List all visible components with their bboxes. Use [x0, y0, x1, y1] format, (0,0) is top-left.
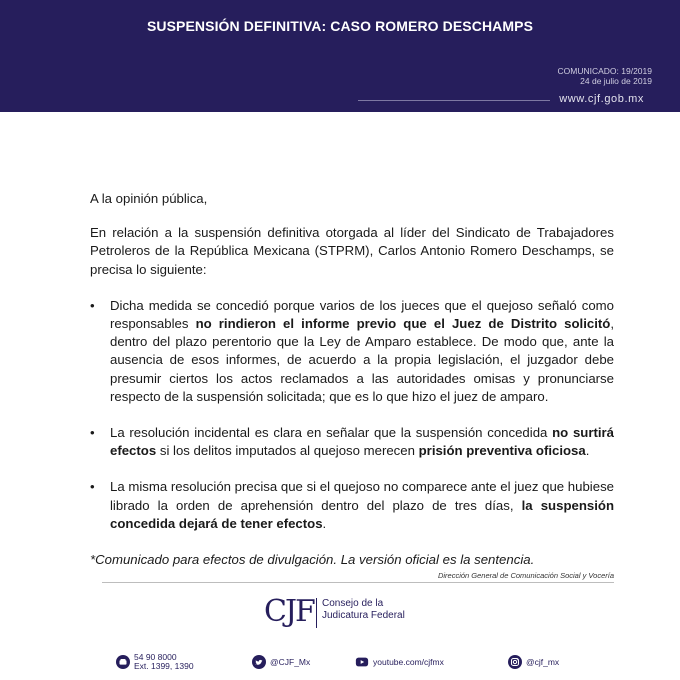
instagram-contact[interactable] — [508, 652, 559, 672]
twitter-handle[interactable]: @CJF_Mx — [270, 657, 311, 667]
footer-divider — [102, 582, 614, 583]
bullet-text: . — [585, 443, 590, 459]
website-link[interactable]: www.cjf.gob.mx — [559, 93, 644, 105]
bullet-icon: • — [90, 297, 95, 313]
instagram-icon — [508, 655, 522, 669]
youtube-icon — [355, 655, 369, 669]
communique-date: 24 de julio de 2019 — [580, 76, 652, 86]
twitter-icon — [252, 655, 266, 669]
greeting: A la opinión pública, — [90, 191, 208, 206]
logo-line: Consejo de la — [322, 598, 384, 609]
youtube-link[interactable]: youtube.com/cjfmx — [373, 657, 444, 667]
logo-line: Judicatura Federal — [322, 610, 405, 621]
instagram-handle[interactable]: @cjf_mx — [526, 657, 560, 667]
list-item — [90, 297, 614, 406]
bullet-text: La misma resolución precisa que si el quejoso no comparece ante el juez que hubiese librado la orden de aprehensión dentro del plazo de tres días, — [110, 479, 614, 513]
phone-contact — [116, 652, 194, 672]
bullet-text: si los delitos imputados al quejoso merecen — [156, 443, 419, 459]
phone-number: 54 90 8000 — [134, 652, 177, 662]
communique-meta — [558, 66, 652, 86]
communique-body — [90, 190, 614, 569]
bullet-emphasis: no rindieron el informe previo que el Juez de Distrito solicitó — [195, 316, 611, 332]
twitter-contact[interactable] — [252, 652, 310, 672]
header-banner — [0, 0, 680, 112]
list-item — [90, 478, 614, 533]
logo-separator — [316, 598, 317, 628]
bullet-emphasis: la suspensión concedida dejará de tener efectos — [110, 497, 614, 531]
bullet-emphasis: no surtirá efectos — [110, 425, 614, 459]
logo-text — [322, 598, 405, 622]
department-name: Dirección General de Comunicación Social y Vocería — [437, 571, 614, 580]
bullet-text: , dentro del plazo perentorio que la Ley de Amparo establece. De modo que, ante la ausencia de esos informes, de acuerdo a la propia legislación, el juzgador debe presumir ciertos los actos reclamados a las autoridades omisas y pronunciarse respecto de la suspensión solicitada; que es lo que hizo el juez de amparo. — [110, 316, 614, 404]
bullet-icon: • — [90, 479, 95, 495]
bullet-emphasis: prisión preventiva oficiosa — [418, 443, 586, 459]
youtube-contact[interactable] — [355, 652, 444, 672]
bullet-icon: • — [90, 425, 95, 441]
logo-mark: CJF — [264, 594, 314, 629]
page-title: SUSPENSIÓN DEFINITIVA: CASO ROMERO DESCHAMPS — [146, 18, 534, 34]
phone-icon — [116, 655, 130, 669]
bullet-text: Dicha medida se concedió porque varios de los jueces que el quejoso señaló como responsables — [110, 297, 614, 332]
list-item — [90, 424, 614, 460]
communique-number: COMUNICADO: 19/2019 — [557, 66, 652, 76]
disclaimer: *Comunicado para efectos de divulgación. La versión oficial es la sentencia. — [90, 552, 535, 568]
bullet-text: La resolución incidental es clara en señalar que la suspensión concedida — [110, 425, 553, 441]
header-divider — [358, 100, 550, 101]
bullet-text: . — [322, 515, 327, 531]
phone-extension: Ext. 1399, 1390 — [134, 661, 194, 671]
intro-paragraph: En relación a la suspensión definitiva otorgada al líder del Sindicato de Trabajadores Petroleros de la República Mexicana (STPRM), Carlos Antonio Romero Deschamps, se precisa lo siguiente: — [90, 225, 614, 277]
